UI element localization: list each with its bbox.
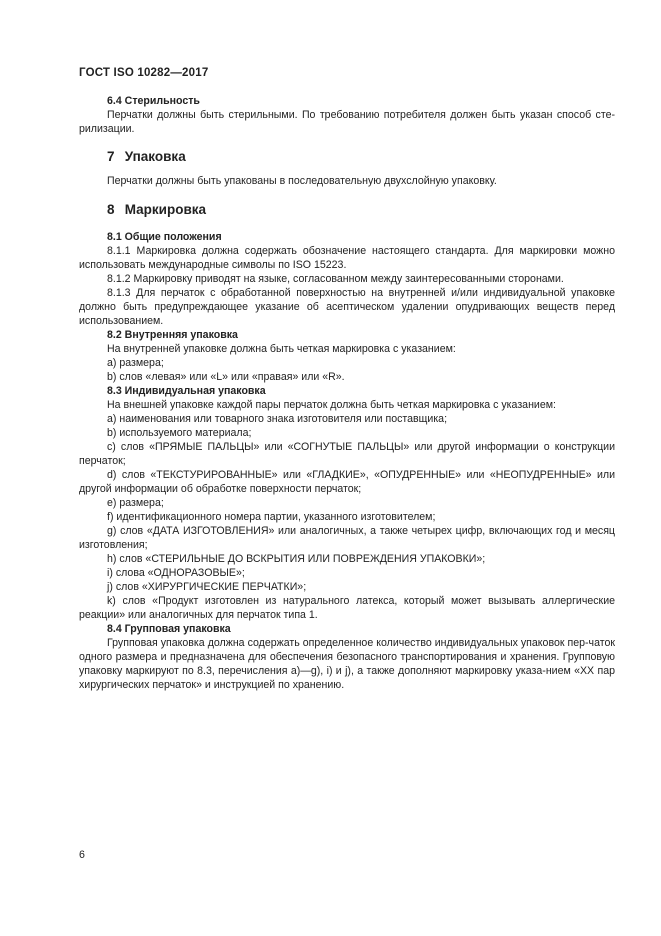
clause-8-1-3: 8.1.3 Для перчаток с обработанной поверхностью на внутренней и/или индивидуальной упаковке должно быть предупреждающее указание об асептическом удалении опудривающих веществ перед использованием. <box>79 287 615 327</box>
list-item: b) слов «левая» или «L» или «правая» или «R». <box>107 371 345 383</box>
section-7-number: 7 <box>107 149 115 164</box>
section-6-4-text: Перчатки должны быть стерильными. По требованию потребителя должен быть указан способ сте-рилизации. <box>79 109 615 135</box>
list-item: j) слов «ХИРУРГИЧЕСКИЕ ПЕРЧАТКИ»; <box>107 581 307 593</box>
section-8-2-intro: На внутренней упаковке должна быть четкая маркировка с указанием: <box>107 343 456 355</box>
section-6-4-heading: 6.4 Стерильность <box>107 95 200 107</box>
list-item: g) слов «ДАТА ИЗГОТОВЛЕНИЯ» или аналогичных, а также четырех цифр, включающих год и месяц изготовления; <box>79 525 615 551</box>
list-item: d) слов «ТЕКСТУРИРОВАННЫЕ» или «ГЛАДКИЕ», «ОПУДРЕННЫЕ» или «НЕОПУДРЕННЫЕ» или другой информации об обработке поверхности перчаток; <box>79 469 615 495</box>
list-item: f) идентификационного номера партии, указанного изготовителем; <box>107 511 436 523</box>
section-8-heading <box>79 203 615 217</box>
section-8-2-heading: 8.2 Внутренняя упаковка <box>107 329 238 341</box>
document-body <box>79 92 615 692</box>
list-item: k) слов «Продукт изготовлен из натурального латекса, который может вызывать аллергические реакции» или аналогичных для перчаток типа 1. <box>79 595 615 621</box>
section-8-4-heading: 8.4 Групповая упаковка <box>107 623 231 635</box>
document-header: ГОСТ ISO 10282—2017 <box>79 67 209 79</box>
section-8-1-heading: 8.1 Общие положения <box>107 231 222 243</box>
list-item: b) используемого материала; <box>107 427 252 439</box>
clause-8-1-1: 8.1.1 Маркировка должна содержать обозначение настоящего стандарта. Для маркировки можно использовать международные символы по ISO 15223. <box>79 245 615 271</box>
section-8-4-text: Групповая упаковка должна содержать определенное количество индивидуальных упаковок пер-чаток одного размера и предназначена для обеспечения безопасного транспортирования и хранения. Групповую упаковку маркируют по 8.3, перечисления a)—g), i) и j), а также дополняют маркировку указа-нием «XX пар хирургических перчаток» и инструкцией по хранению. <box>79 637 615 691</box>
list-item: a) размера; <box>107 357 164 369</box>
list-item: i) слова «ОДНОРАЗОВЫЕ»; <box>107 567 245 579</box>
page-number: 6 <box>79 849 85 861</box>
section-7-title: Упаковка <box>124 149 186 164</box>
section-8-3-heading: 8.3 Индивидуальная упаковка <box>107 385 266 397</box>
list-item: h) слов «СТЕРИЛЬНЫЕ ДО ВСКРЫТИЯ ИЛИ ПОВРЕЖДЕНИЯ УПАКОВКИ»; <box>107 553 486 565</box>
list-item: e) размера; <box>107 497 164 509</box>
list-item: a) наименования или товарного знака изготовителя или поставщика; <box>107 413 448 425</box>
section-8-3-intro: На внешней упаковке каждой пары перчаток должна быть четкая маркировка с указанием: <box>107 399 556 411</box>
clause-8-1-2: 8.1.2 Маркировку приводят на языке, согласованном между заинтересованными сторонами. <box>107 273 564 285</box>
section-8-number: 8 <box>107 202 115 217</box>
section-8-title: Маркировка <box>124 202 207 217</box>
list-item: c) слов «ПРЯМЫЕ ПАЛЬЦЫ» или «СОГНУТЫЕ ПАЛЬЦЫ» или другой информации о конструкции перчаток; <box>79 441 615 467</box>
section-7-text: Перчатки должны быть упакованы в последовательную двухслойную упаковку. <box>107 175 497 187</box>
section-7-heading <box>79 150 615 164</box>
